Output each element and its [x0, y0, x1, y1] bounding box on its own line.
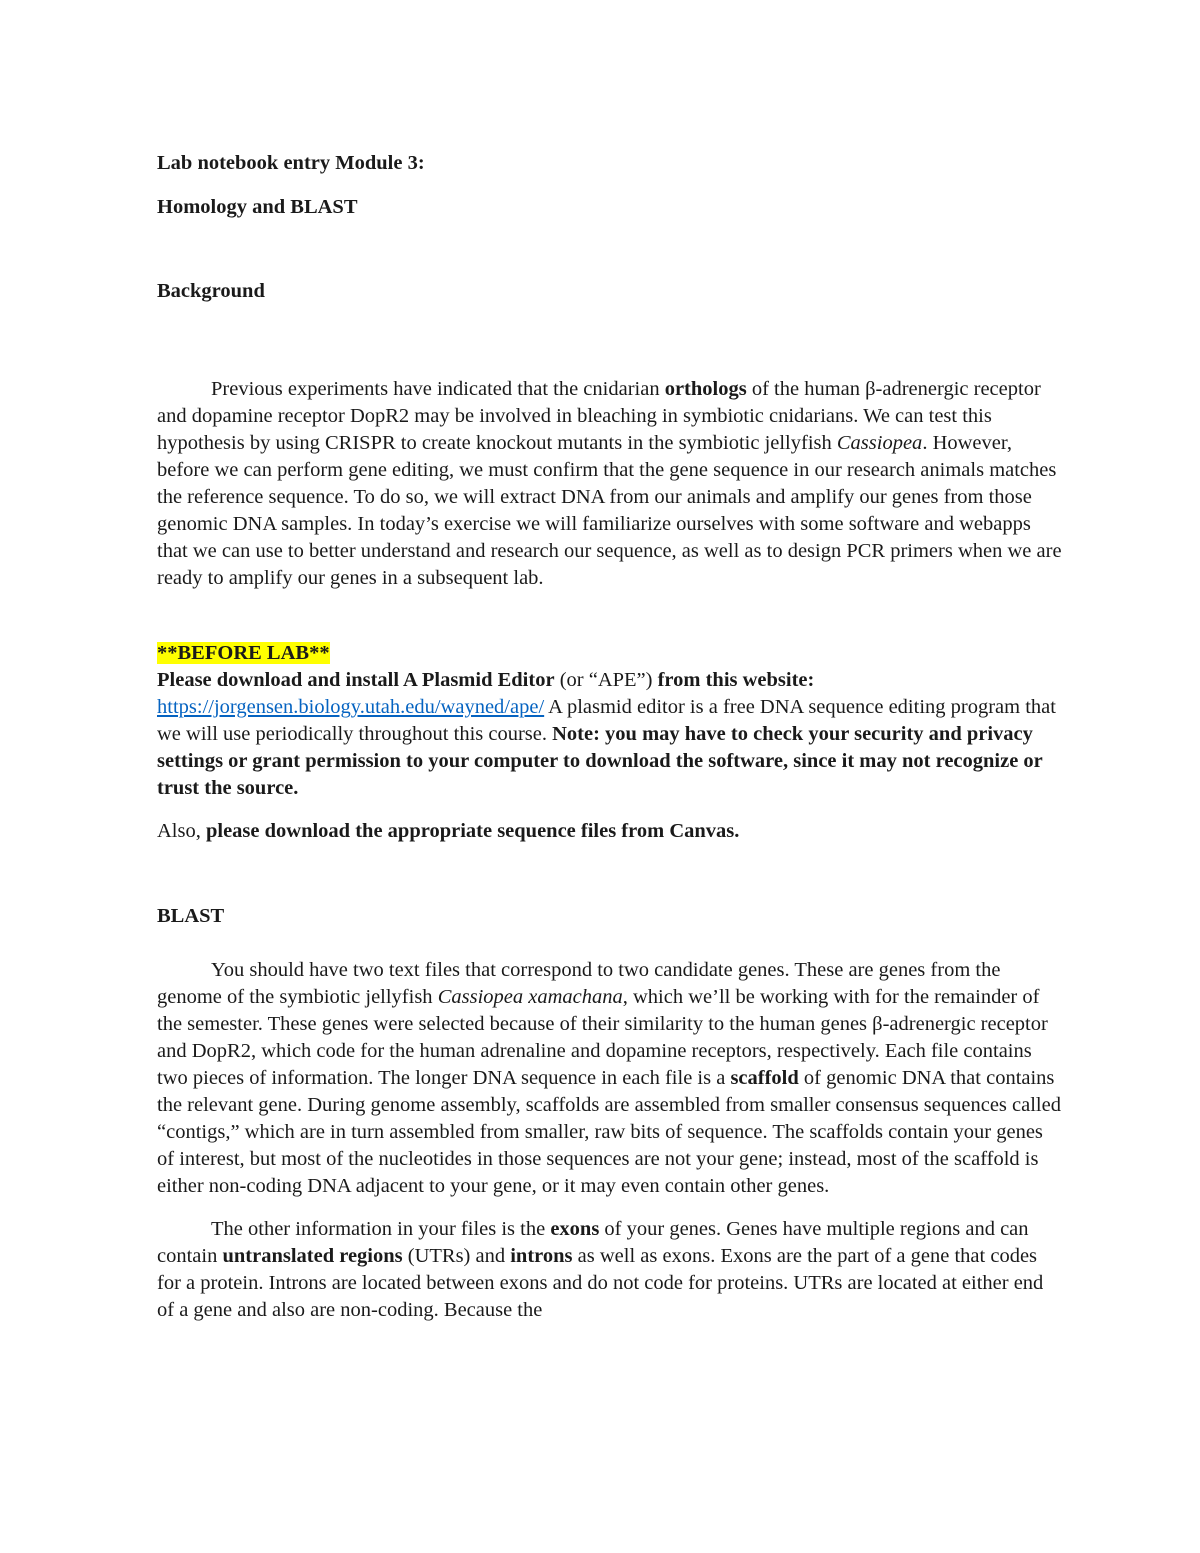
download-bold-1: Please download and install A Plasmid Editor	[157, 669, 555, 691]
ape-download-link[interactable]: https://jorgensen.biology.utah.edu/wayned/ape/	[157, 696, 545, 718]
document-page	[157, 150, 1062, 1324]
exons-term: exons	[550, 1218, 600, 1240]
also-paragraph	[157, 818, 1062, 845]
blast-p1-b: , which we’ll be working with for the remainder of the semester. These genes were selected because of their similarity to the human genes β-adrenergic receptor and DopR2, which code for the human adrenaline and dopamine receptors, respectively. Each file contains two pieces of information. The longer DNA sequence in each file is a	[157, 986, 1048, 1089]
blast-paragraph-2	[157, 1216, 1062, 1324]
blast-p1-c: of genomic DNA that contains the relevant gene. During genome assembly, scaffolds are assembled from smaller consensus sequences called “contigs,” which are in turn assembled from smaller, raw bits of sequence. The scaffolds contain your genes of interest, but most of the nucleotides in those sequences are not your gene; instead, most of the scaffold is either non-coding DNA adjacent to your gene, or it may even contain other genes.	[157, 1067, 1061, 1197]
scaffold-term: scaffold	[730, 1067, 799, 1089]
blast-p1-a: You should have two text files that correspond to two candidate genes. These are genes from the genome of the symbiotic jellyfish	[157, 959, 1001, 1008]
title-line-1: Lab notebook entry Module 3:	[157, 152, 425, 174]
blast-p2-c: (UTRs) and	[402, 1245, 511, 1267]
utr-term: untranslated regions	[222, 1245, 403, 1267]
orthologs-term: orthologs	[664, 378, 747, 400]
download-bold-2: from this website:	[657, 669, 815, 691]
species-term: Cassiopea xamachana	[437, 986, 623, 1008]
blast-p2-a: The other information in your files is the	[211, 1218, 551, 1240]
before-lab-label	[157, 640, 1062, 667]
blast-p2-b: of your genes. Genes have multiple regions and can contain	[157, 1218, 1029, 1267]
background-heading: Background	[157, 280, 265, 302]
cassiopea-term: Cassiopea	[836, 432, 923, 454]
download-plain: (or “APE”)	[554, 669, 658, 691]
download-paragraph	[157, 667, 1062, 802]
bg-text-a: Previous experiments have indicated that the cnidarian	[211, 378, 665, 400]
introns-term: introns	[510, 1245, 573, 1267]
also-bold: please download the appropriate sequence files from Canvas.	[205, 820, 740, 842]
also-plain: Also,	[157, 820, 206, 842]
blast-paragraph-1	[157, 957, 1062, 1200]
title-line-2: Homology and BLAST	[157, 196, 358, 218]
bg-text-b: of the human β-adrenergic receptor and dopamine receptor DopR2 may be involved in bleaching in symbiotic cnidarians. We can test this hypothesis by using CRISPR to create knockout mutants in the symbiotic jellyfish	[157, 378, 1041, 454]
before-lab-highlight: **BEFORE LAB**	[157, 642, 330, 664]
background-paragraph	[157, 376, 1062, 592]
bg-text-c: . However, before we can perform gene editing, we must confirm that the gene sequence in our research animals matches the reference sequence. To do so, we will extract DNA from our animals and amplify our genes from those genomic DNA samples. In today’s exercise we will familiarize ourselves with some software and webapps that we can use to better understand and research our sequence, as well as to design PCR primers when we are ready to amplify our genes in a subsequent lab.	[157, 432, 1062, 589]
after-link-text: A plasmid editor is a free DNA sequence editing program that we will use periodically throughout this course.	[157, 696, 1056, 745]
blast-p2-d: as well as exons. Exons are the part of a gene that codes for a protein. Introns are located between exons and do not code for proteins. UTRs are located at either end of a gene and also are non-coding. Because the	[157, 1245, 1044, 1321]
blast-heading: BLAST	[157, 905, 225, 927]
security-note: Note: you may have to check your security and privacy settings or grant permission to your computer to download the software, since it may not recognize or trust the source.	[157, 723, 1043, 799]
